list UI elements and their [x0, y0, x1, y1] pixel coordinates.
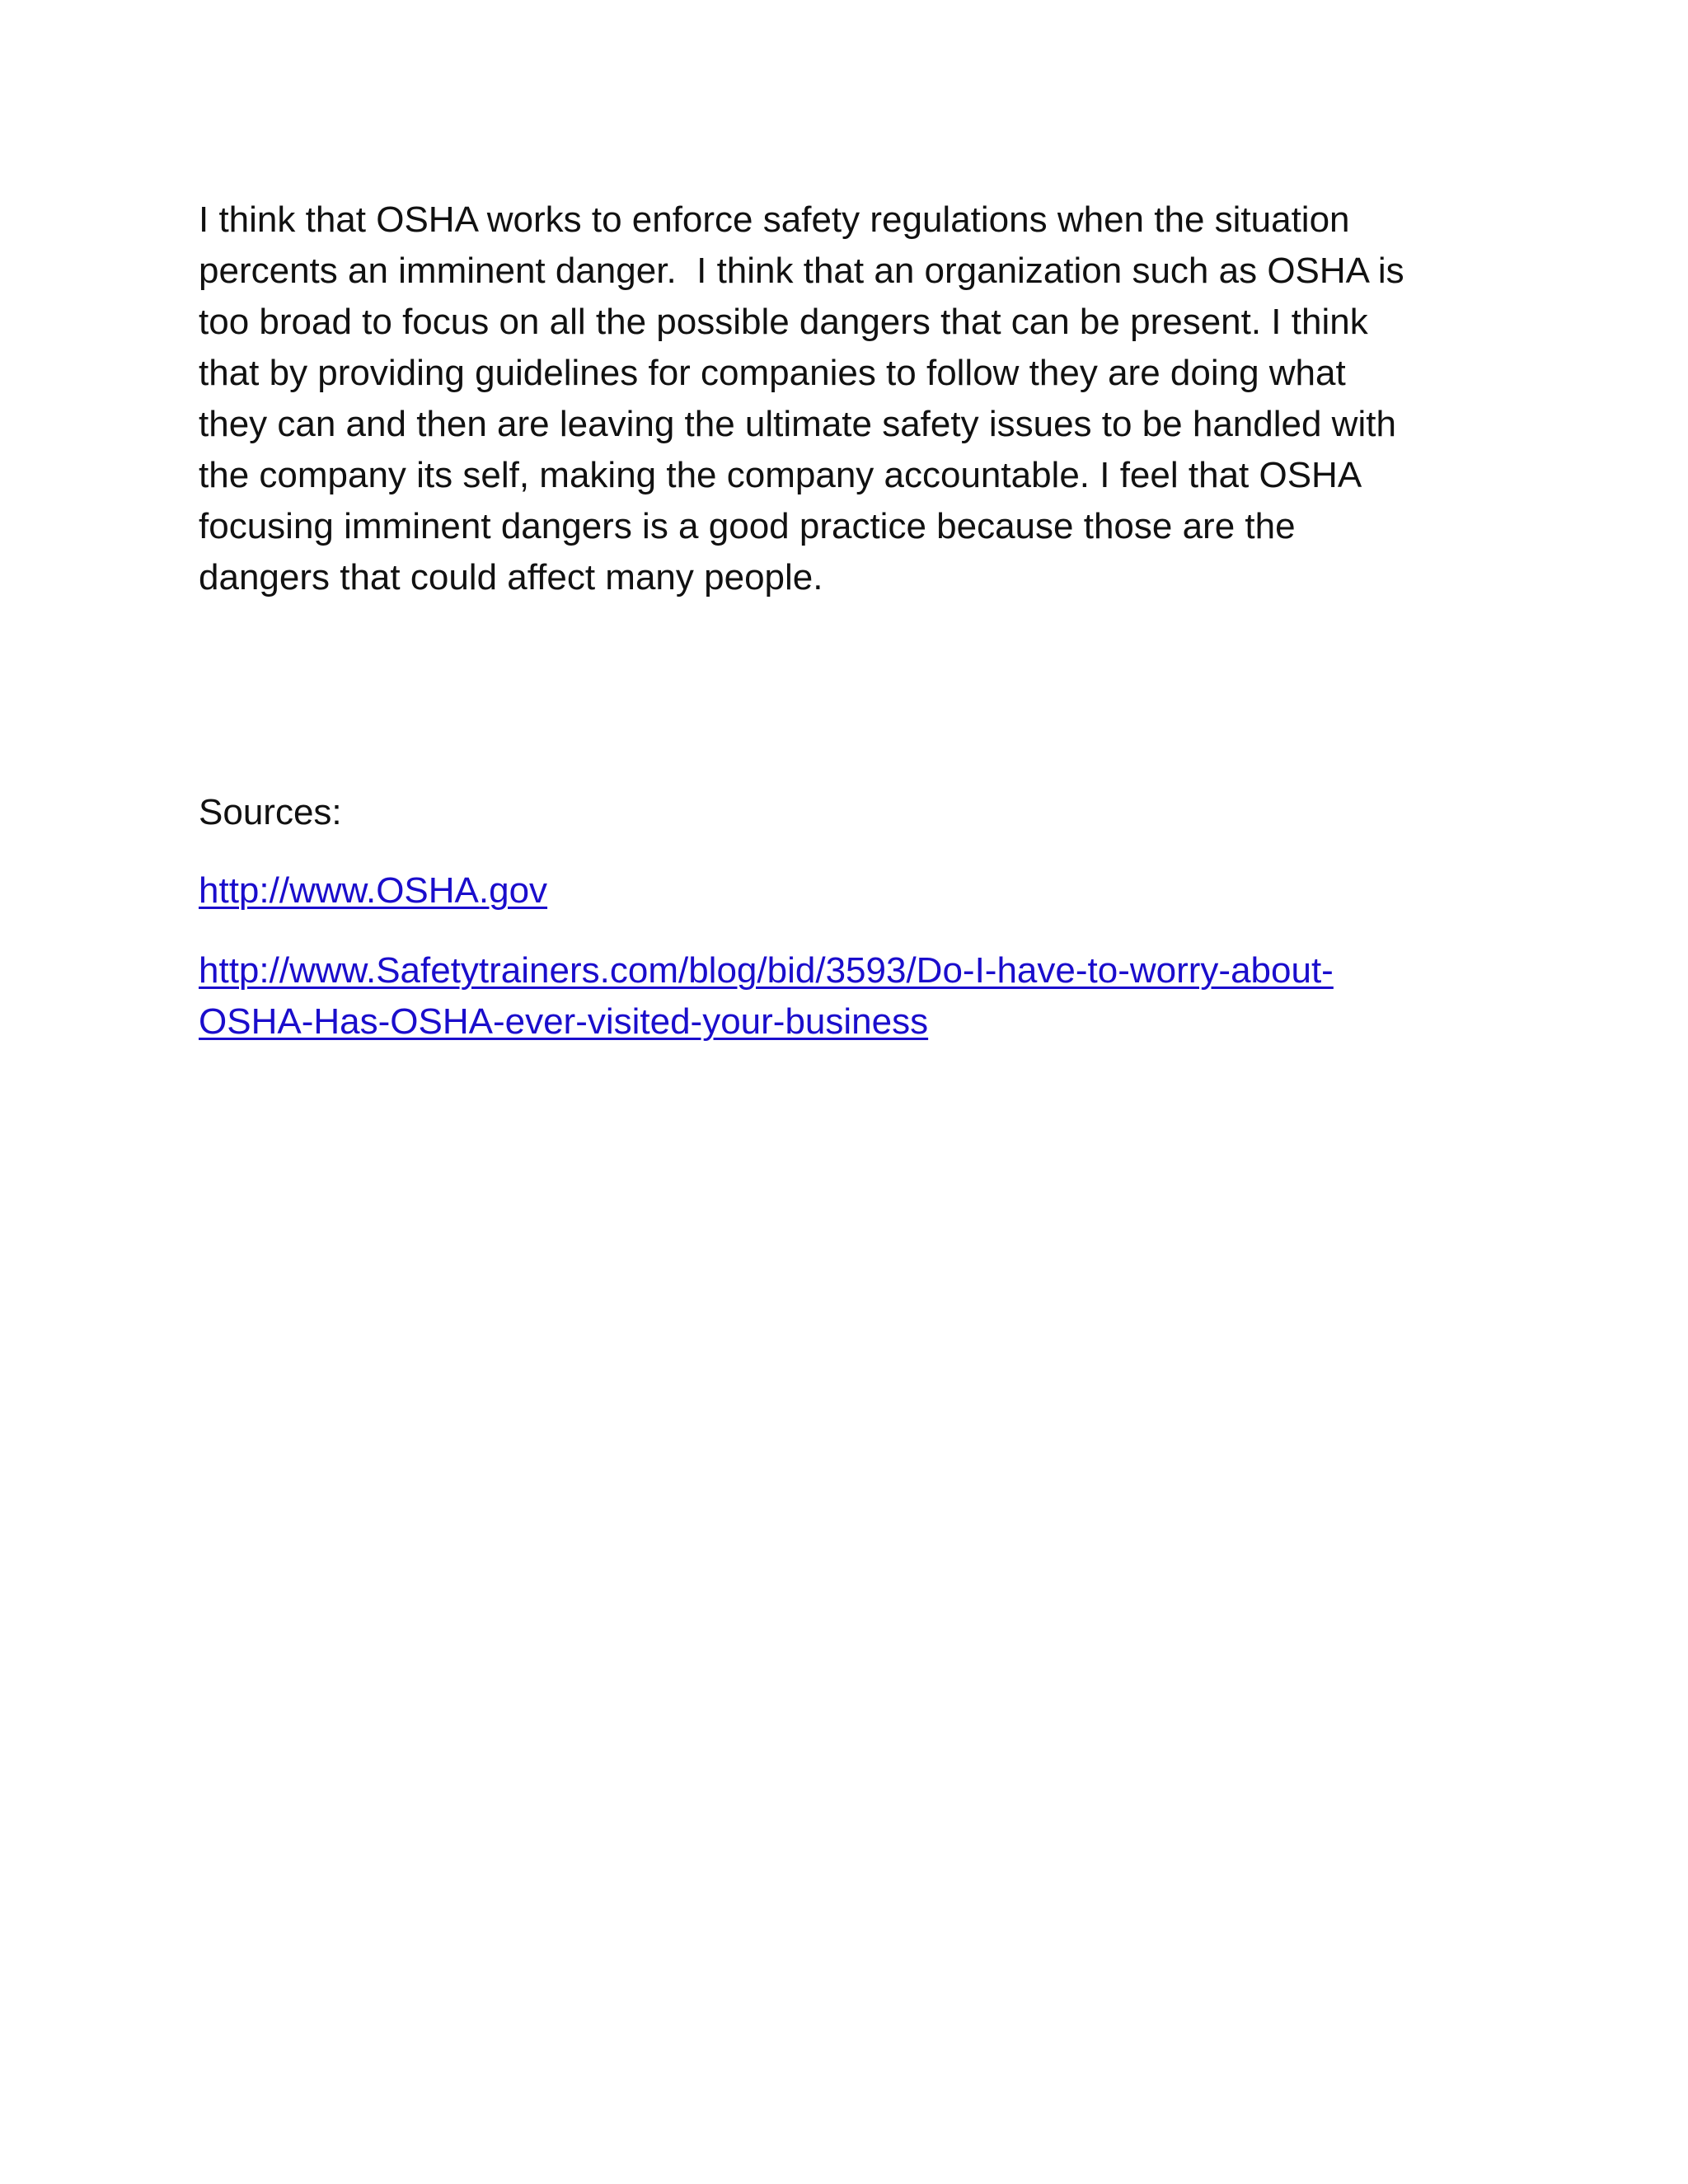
paragraph-line: they can and then are leaving the ultimate safety issues to be handled with [199, 404, 1396, 444]
source-link-osha[interactable] [199, 865, 547, 916]
paragraph-line: too broad to focus on all the possible dangers that can be present. I think [199, 302, 1368, 342]
source-link-safetytrainers[interactable] [199, 945, 1334, 1047]
paragraph-line: that by providing guidelines for companies to follow they are doing what [199, 353, 1346, 393]
source-link-line: http://www.OSHA.gov [199, 870, 548, 911]
source-link-line: http://www.Safetytrainers.com/blog/bid/3593/Do-I-have-to-worry-about- [199, 950, 1334, 991]
paragraph-line: percents an imminent danger. I think that an organization such as OSHA is [199, 251, 1404, 291]
body-paragraph [199, 194, 1534, 603]
sources-heading: Sources: [199, 792, 342, 832]
paragraph-line: the company its self, making the company accountable. I feel that OSHA [199, 455, 1362, 495]
paragraph-line: I think that OSHA works to enforce safety regulations when the situation [199, 199, 1350, 240]
paragraph-line: focusing imminent dangers is a good practice because those are the [199, 506, 1296, 546]
paragraph-line: dangers that could affect many people. [199, 557, 823, 598]
source-link-line: OSHA-Has-OSHA-ever-visited-your-business [199, 1001, 929, 1042]
